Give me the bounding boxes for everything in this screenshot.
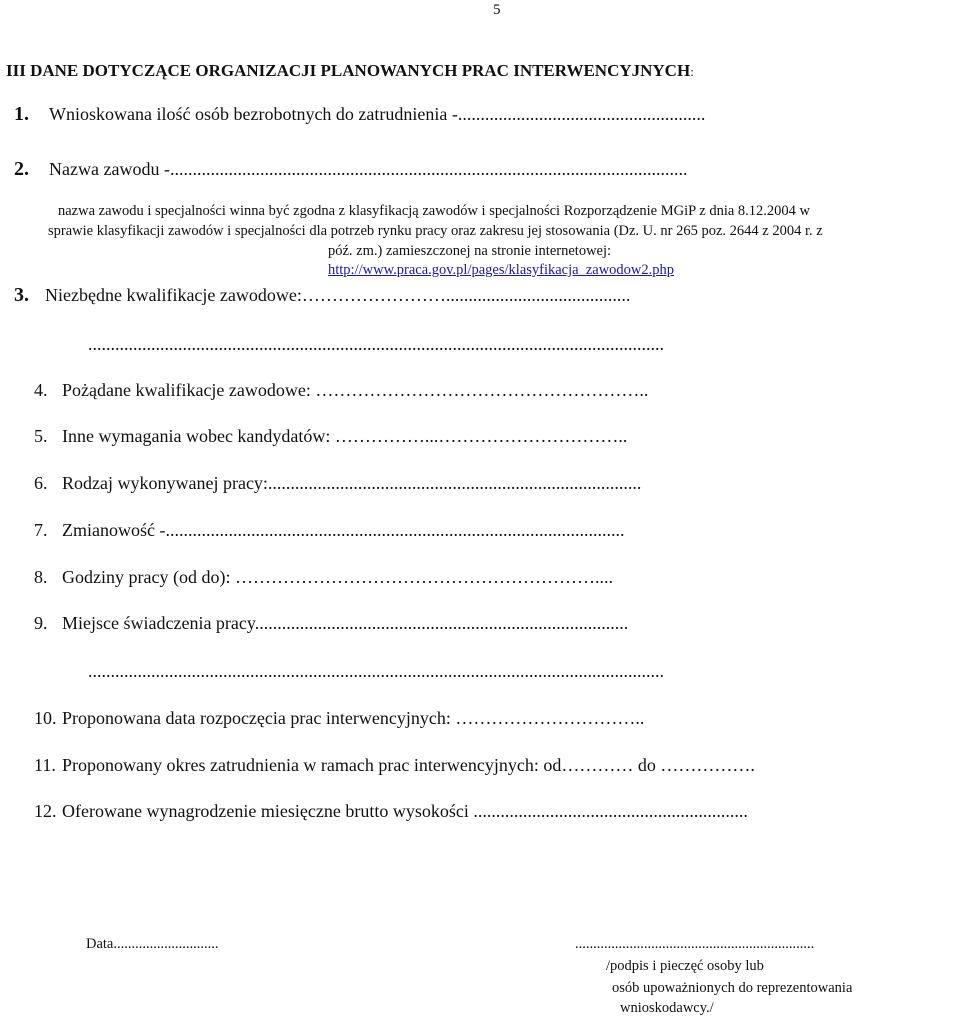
field-10 (34, 708, 644, 729)
field-9 (34, 613, 628, 634)
item-2-text: Nazwa zawodu -................................................................................................................... (49, 159, 688, 179)
field-6-number: 6. (34, 473, 48, 493)
field-7-text: Zmianowość -...................................................................................................... (62, 520, 625, 540)
field-3-continuation: ................................................................................................................................ (88, 334, 664, 354)
field-7-number: 7. (34, 520, 48, 540)
field-3-number: 3. (14, 284, 29, 306)
field-8 (34, 567, 613, 588)
field-11-text: Proponowany okres zatrudnienia w ramach prac interwencyjnych: od………… do ……………. (62, 755, 755, 775)
section-title-colon: : (690, 64, 694, 79)
signature-caption-line-3: wnioskodawcy./ (620, 1000, 714, 1016)
field-12-number: 12. (34, 801, 57, 821)
classification-note-line-3: póź. zm.) zamieszczonej na stronie internetowej: (328, 243, 612, 259)
signature-line: .................................................................. (575, 936, 815, 952)
field-3 (14, 284, 630, 307)
field-9-continuation: ................................................................................................................................ (88, 661, 664, 681)
item-1-text: Wnioskowana ilość osób bezrobotnych do zatrudnienia -....................................................... (49, 104, 706, 124)
field-6 (34, 473, 641, 494)
signature-caption-line-2: osób upoważnionych do reprezentowania (612, 980, 853, 996)
section-title (6, 61, 694, 81)
page-number: 5 (493, 2, 501, 18)
field-4-number: 4. (34, 380, 48, 400)
signature-caption-line-1: /podpis i pieczęć osoby lub (606, 958, 764, 974)
field-10-number: 10. (34, 708, 57, 728)
field-9-text: Miejsce świadczenia pracy................................................................................... (62, 613, 629, 633)
classification-link[interactable]: http://www.praca.gov.pl/pages/klasyfikacja_zawodow2.php (328, 262, 675, 278)
section-title-text: III DANE DOTYCZĄCE ORGANIZACJI PLANOWANYCH PRAC INTERWENCYJNYCH (6, 61, 691, 80)
field-3-text: Niezbędne kwalifikacje zawodowe:……………………......................................... (45, 285, 631, 305)
item-2-number: 2. (14, 158, 29, 180)
item-2 (14, 158, 687, 181)
field-9-number: 9. (34, 613, 48, 633)
field-4-text: Pożądane kwalifikacje zawodowe: ……………………………………………….. (62, 380, 649, 400)
classification-note-line-2: sprawie klasyfikacji zawodów i specjalności dla potrzeb rynku pracy oraz zakresu jej stosowania (Dz. U. nr 265 poz. 2644 z 2004 r. z (48, 223, 823, 239)
field-12-text: Oferowane wynagrodzenie miesięczne brutto wysokości ............................................................. (62, 801, 748, 821)
field-5 (34, 426, 627, 447)
item-1-number: 1. (14, 103, 29, 125)
field-5-text: Inne wymagania wobec kandydatów: ……………...………………………….. (62, 426, 628, 446)
date-field: Data............................. (86, 936, 219, 952)
field-10-text: Proponowana data rozpoczęcia prac interwencyjnych: ………………………….. (62, 708, 645, 728)
field-6-text: Rodzaj wykonywanej pracy:................................................................................... (62, 473, 642, 493)
field-5-number: 5. (34, 426, 48, 446)
item-1 (14, 103, 705, 126)
classification-note-line-1: nazwa zawodu i specjalności winna być zgodna z klasyfikacją zawodów i specjalności Rozporządzenie MGiP z dnia 8.12.2004 w (58, 203, 811, 219)
field-12 (34, 801, 748, 822)
classification-link-wrap (328, 261, 674, 279)
field-11-number: 11. (34, 755, 56, 775)
field-4 (34, 380, 648, 401)
field-7 (34, 520, 624, 541)
field-8-number: 8. (34, 567, 48, 587)
field-11 (34, 755, 755, 776)
field-8-text: Godziny pracy (od do): …………………………………………………….... (62, 567, 613, 587)
